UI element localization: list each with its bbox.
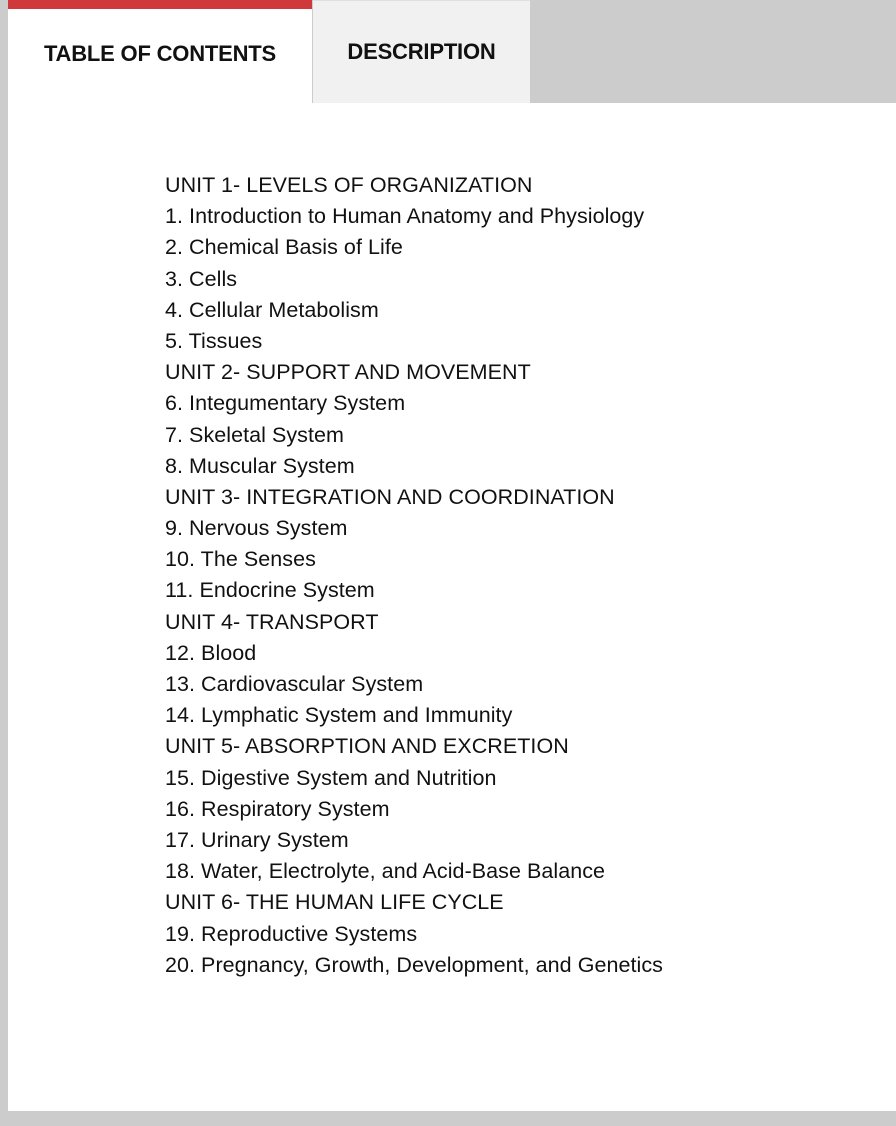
chapter-item: 1. Introduction to Human Anatomy and Physiology (165, 204, 645, 229)
chapter-item: 20. Pregnancy, Growth, Development, and Genetics (165, 952, 663, 977)
content-panel (8, 0, 896, 1111)
chapter-item: 18. Water, Electrolyte, and Acid-Base Balance (165, 859, 606, 884)
chapter-item: 14. Lymphatic System and Immunity (165, 703, 513, 728)
chapter-item: 3. Cells (165, 266, 238, 291)
table-of-contents-list (165, 170, 865, 981)
unit-heading: UNIT 4- TRANSPORT (165, 609, 379, 634)
chapter-item: 19. Reproductive Systems (165, 921, 418, 946)
tab-description[interactable] (313, 0, 530, 103)
chapter-item: 2. Chemical Basis of Life (165, 235, 403, 260)
chapter-item: 13. Cardiovascular System (165, 672, 424, 696)
tab-table-of-contents[interactable] (8, 0, 312, 103)
tab-label: DESCRIPTION (347, 39, 496, 64)
chapter-item: 8. Muscular System (165, 453, 355, 478)
chapter-item: 5. Tissues (165, 328, 263, 353)
chapter-item: 10. The Senses (165, 547, 316, 572)
chapter-item: 9. Nervous System (165, 516, 348, 541)
unit-heading: UNIT 2- SUPPORT AND MOVEMENT (165, 360, 531, 385)
unit-heading: UNIT 6- THE HUMAN LIFE CYCLE (165, 890, 504, 915)
tab-bar (8, 0, 896, 103)
chapter-item: 16. Respiratory System (165, 796, 390, 821)
chapter-item: 17. Urinary System (165, 827, 349, 852)
chapter-item: 11. Endocrine System (165, 578, 375, 603)
chapter-item: 6. Integumentary System (165, 391, 406, 416)
chapter-item: 7. Skeletal System (165, 422, 344, 447)
unit-heading: UNIT 3- INTEGRATION AND COORDINATION (165, 484, 615, 509)
chapter-item: 15. Digestive System and Nutrition (165, 765, 497, 790)
chapter-item: 12. Blood (165, 640, 257, 665)
unit-heading: UNIT 5- ABSORPTION AND EXCRETION (165, 734, 569, 759)
tab-label: TABLE OF CONTENTS (43, 41, 277, 66)
chapter-item: 4. Cellular Metabolism (165, 297, 379, 322)
unit-heading: UNIT 1- LEVELS OF ORGANIZATION (165, 173, 533, 197)
